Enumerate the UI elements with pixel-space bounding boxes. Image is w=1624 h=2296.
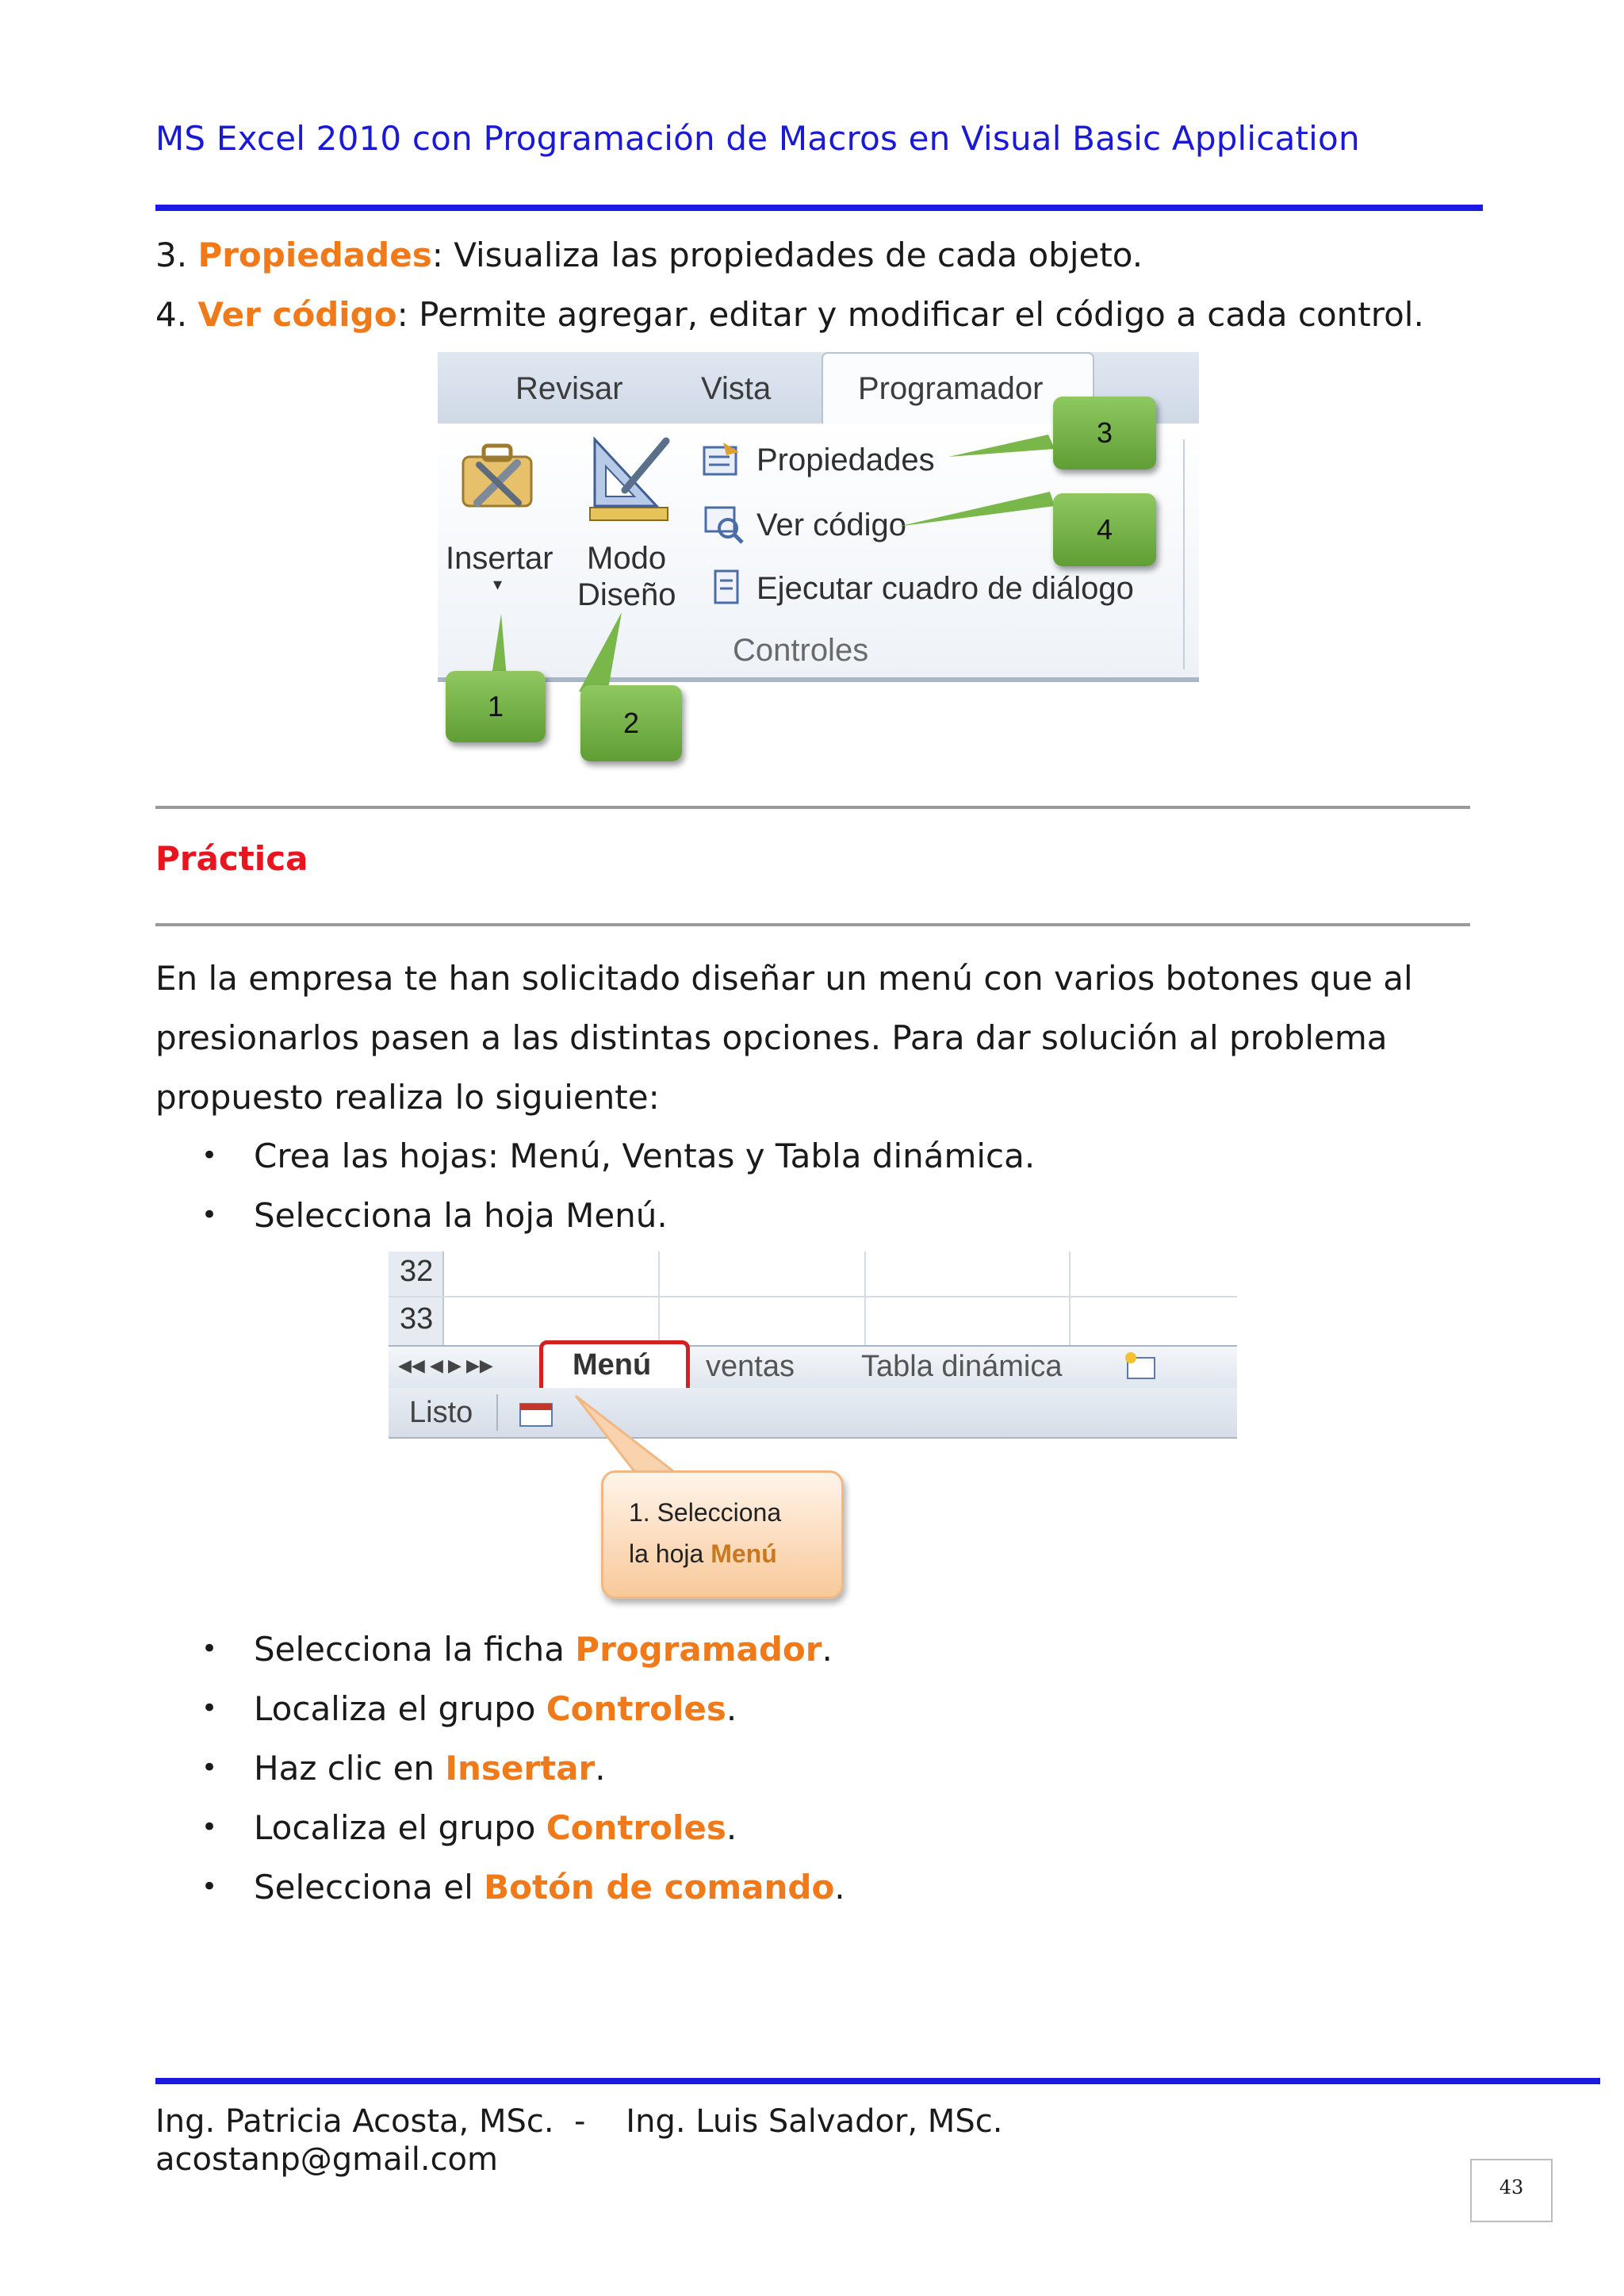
row-number: 32 bbox=[400, 1255, 434, 1288]
bullet-dot: • bbox=[201, 1692, 218, 1724]
item-term: Controles bbox=[546, 1689, 726, 1728]
practice-body-line-1: En la empresa te han solicitado diseñar un menú con varios botones que al bbox=[155, 959, 1413, 998]
item-term: Botón de comando bbox=[484, 1868, 835, 1907]
practice-body-line-2: presionarlos pasen a las distintas opciones. Para dar solución al problema bbox=[155, 1018, 1388, 1057]
item-prefix: Selecciona la ficha bbox=[254, 1630, 576, 1669]
ribbon-screenshot bbox=[438, 352, 1199, 766]
section-rule-bottom bbox=[155, 923, 1470, 926]
callout-badge-3: 3 bbox=[1053, 397, 1156, 470]
tab-revisar: Revisar bbox=[515, 371, 623, 406]
callout-line-2 bbox=[629, 1533, 777, 1574]
footer-rule bbox=[155, 2078, 1600, 2084]
tab-tabla-dinamica-label[interactable]: Tabla dinámica bbox=[861, 1350, 1063, 1383]
status-text: Listo bbox=[409, 1396, 473, 1429]
list-item bbox=[155, 1619, 833, 1679]
page-number: 43 bbox=[1499, 2176, 1524, 2198]
run-dialog-command: Ejecutar cuadro de diálogo bbox=[756, 571, 1134, 606]
intro-item-4 bbox=[155, 285, 1424, 344]
tab-vista: Vista bbox=[701, 371, 772, 406]
item-suffix: . bbox=[834, 1868, 845, 1907]
item-number: 4. bbox=[155, 295, 188, 334]
item-term: Propiedades bbox=[197, 236, 432, 274]
item-prefix: Localiza el grupo bbox=[254, 1689, 546, 1728]
item-term: Controles bbox=[546, 1808, 726, 1847]
tab-ventas-label[interactable]: ventas bbox=[706, 1350, 795, 1383]
item-suffix: . bbox=[726, 1808, 737, 1847]
callout-line-1: 1. Selecciona bbox=[629, 1498, 782, 1527]
item-number: 3. bbox=[155, 236, 188, 274]
footer-email: acostanp@gmail.com bbox=[155, 2141, 498, 2178]
header-rule bbox=[155, 205, 1483, 211]
bullet-dot: • bbox=[201, 1752, 218, 1784]
sheet-nav-arrows[interactable]: ◀◀ ◀ ▶ ▶▶ bbox=[398, 1355, 493, 1375]
callout-badge-2: 2 bbox=[580, 685, 682, 761]
tab-menu-label: Menú bbox=[573, 1348, 652, 1382]
item-suffix: . bbox=[726, 1689, 737, 1728]
item-prefix: Localiza el grupo bbox=[254, 1808, 546, 1847]
row-number: 33 bbox=[400, 1302, 434, 1336]
section-rule-top bbox=[155, 806, 1470, 809]
footer-authors: Ing. Patricia Acosta, MSc. - Ing. Luis Salvador, MSc. bbox=[155, 2103, 1003, 2140]
bullet-dot: • bbox=[201, 1871, 218, 1903]
controles-group-label: Controles bbox=[733, 633, 869, 668]
list-item bbox=[155, 1798, 737, 1857]
item-text: : Visualiza las propiedades de cada objeto. bbox=[431, 236, 1143, 274]
intro-item-3 bbox=[155, 225, 1143, 285]
properties-command: Propiedades bbox=[756, 443, 935, 477]
callout-term: Menú bbox=[710, 1539, 777, 1568]
bullet-dot: • bbox=[201, 1811, 218, 1843]
item-term: Ver código bbox=[197, 295, 397, 334]
modo-label: Modo bbox=[587, 541, 667, 576]
list-item bbox=[155, 1679, 737, 1738]
item-suffix: . bbox=[595, 1749, 606, 1788]
tab-programador: Programador bbox=[858, 371, 1044, 406]
callout-prefix: la hoja bbox=[629, 1539, 711, 1568]
instruction-callout bbox=[601, 1470, 844, 1599]
item-text: : Permite agregar, editar y modificar el código a cada control. bbox=[396, 295, 1424, 334]
list-item: • Crea las hojas: Menú, Ventas y Tabla dinámica. bbox=[155, 1126, 1035, 1186]
list-item bbox=[155, 1738, 606, 1798]
sheet-tabs-screenshot bbox=[389, 1251, 1237, 1600]
practice-body-line-3: propuesto realiza lo siguiente: bbox=[155, 1078, 660, 1117]
list-item bbox=[155, 1857, 845, 1917]
item-term: Insertar bbox=[445, 1749, 596, 1788]
item-prefix: Haz clic en bbox=[254, 1749, 446, 1788]
callout-badge-1: 1 bbox=[446, 671, 546, 742]
callout-badge-4: 4 bbox=[1053, 493, 1156, 566]
practice-heading: Práctica bbox=[155, 839, 308, 878]
page-number-box bbox=[1470, 2159, 1553, 2222]
item-suffix: . bbox=[822, 1630, 833, 1669]
bullet-dot: • bbox=[201, 1633, 218, 1665]
item-prefix: Selecciona el bbox=[254, 1868, 485, 1907]
view-code-command: Ver código bbox=[756, 508, 907, 542]
insert-dropdown-caret: ▾ bbox=[493, 574, 503, 594]
document-header-title: MS Excel 2010 con Programación de Macros en Visual Basic Application bbox=[155, 119, 1360, 158]
list-item: • Selecciona la hoja Menú. bbox=[155, 1186, 1035, 1245]
item-term: Programador bbox=[575, 1630, 822, 1669]
diseno-label: Diseño bbox=[577, 577, 676, 612]
insert-button-label: Insertar bbox=[446, 541, 553, 576]
steps-list-a bbox=[155, 1126, 1035, 1245]
